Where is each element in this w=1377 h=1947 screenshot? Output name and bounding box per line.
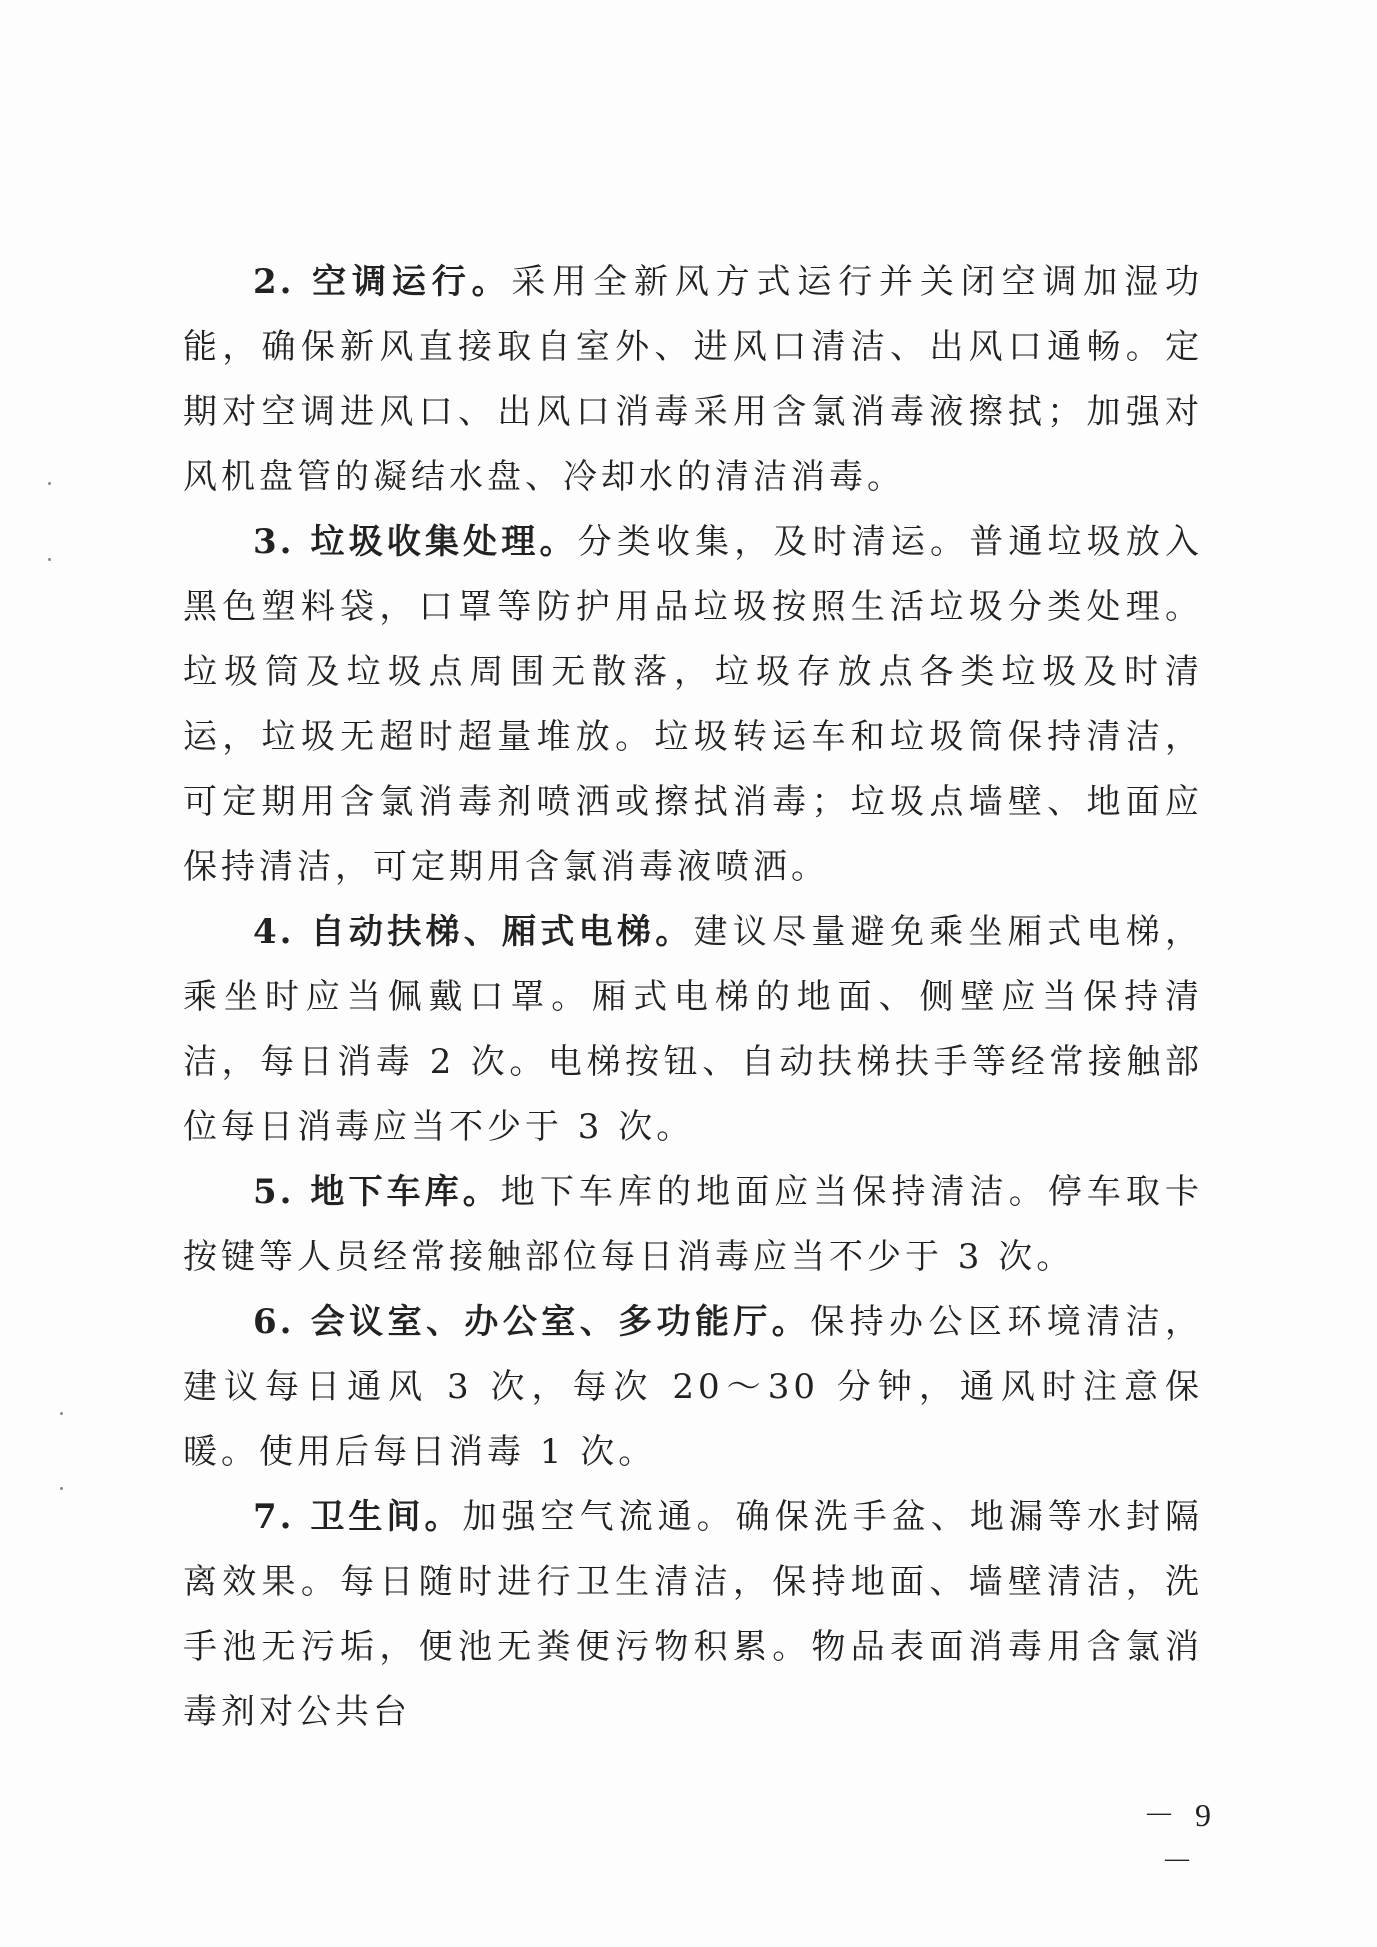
paragraph-restrooms — [183, 1485, 1203, 1745]
binding-hole-mark — [60, 1412, 63, 1415]
page-number: － 9 － — [1142, 1797, 1217, 1879]
paragraph-text: 分类收集，及时清运。普通垃圾放入黑色塑料袋，口罩等防护用品垃圾按照生活垃圾分类处理。垃圾筒及垃圾点周围无散落，垃圾存放点各类垃圾及时清运，垃圾无超时超量堆放。垃圾转运车和垃圾筒保持清洁，可定期用含氯消毒剂喷洒或擦拭消毒；垃圾点墙壁、地面应保持清洁，可定期用含氯消毒液喷洒。 — [183, 522, 1203, 887]
paragraph-text: 采用全新风方式运行并关闭空调加湿功能，确保新风直接取自室外、进风口清洁、出风口通畅。定期对空调进风口、出风口消毒采用含氯消毒液擦拭；加强对风机盘管的凝结水盘、冷却水的清洁消毒。 — [183, 262, 1203, 497]
binding-hole-mark — [48, 558, 51, 561]
paragraph-heading: 4. 自动扶梯、厢式电梯。 — [253, 912, 694, 952]
paragraph-meeting-rooms — [183, 1290, 1203, 1485]
paragraph-heading: 7. 卫生间。 — [253, 1497, 463, 1537]
paragraph-underground-garage — [183, 1160, 1203, 1290]
paragraph-text: 地下车库的地面应当保持清洁。停车取卡按键等人员经常接触部位每日消毒应当不少于 3 次。 — [183, 1172, 1203, 1277]
binding-hole-mark — [48, 482, 51, 485]
paragraph-heading: 5. 地下车库。 — [253, 1172, 501, 1212]
paragraph-heading: 2. 空调运行。 — [253, 262, 512, 302]
paragraph-heading: 6. 会议室、办公室、多功能厅。 — [253, 1302, 811, 1342]
paragraph-text: 加强空气流通。确保洗手盆、地漏等水封隔离效果。每日随时进行卫生清洁，保持地面、墙壁清洁，洗手池无污垢，便池无粪便污物积累。物品表面消毒用含氯消毒剂对公共台 — [183, 1497, 1203, 1732]
binding-hole-mark — [60, 1487, 63, 1490]
document-body — [183, 250, 1203, 1745]
paragraph-garbage-collection — [183, 510, 1203, 900]
paragraph-heading: 3. 垃圾收集处理。 — [253, 522, 578, 562]
paragraph-elevators — [183, 900, 1203, 1160]
paragraph-text: 建议尽量避免乘坐厢式电梯，乘坐时应当佩戴口罩。厢式电梯的地面、侧壁应当保持清洁，每日消毒 2 次。电梯按钮、自动扶梯扶手等经常接触部位每日消毒应当不少于 3 次。 — [183, 912, 1203, 1147]
paragraph-air-conditioning — [183, 250, 1203, 510]
paragraph-text: 保持办公区环境清洁，建议每日通风 3 次，每次 20～30 分钟，通风时注意保暖。使用后每日消毒 1 次。 — [183, 1302, 1203, 1472]
